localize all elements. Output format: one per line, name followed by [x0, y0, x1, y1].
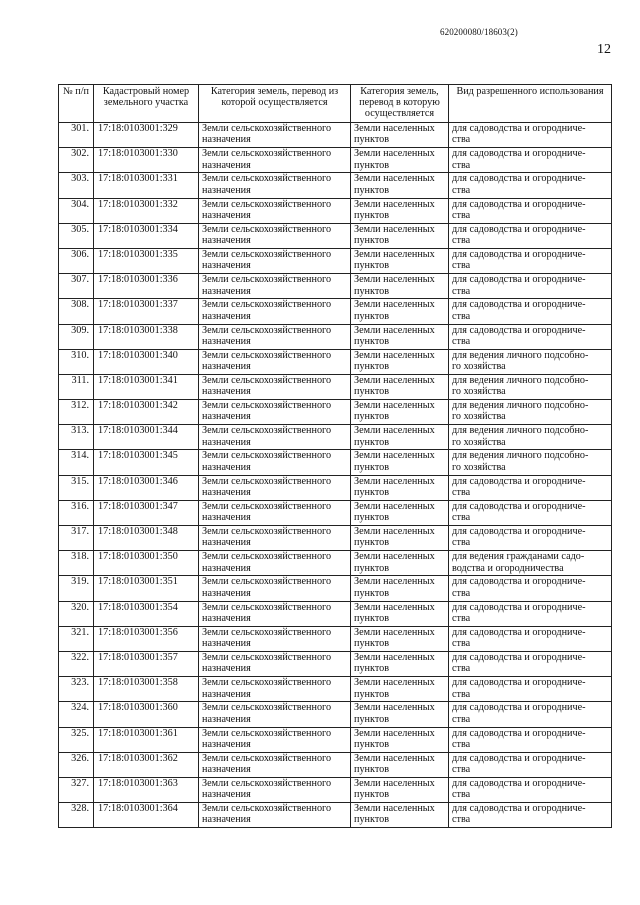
cadastral-number: 17:18:0103001:345 — [94, 450, 199, 475]
category-from: Земли сельскохозяйственного назначения — [199, 299, 351, 324]
cadastral-number: 17:18:0103001:351 — [94, 576, 199, 601]
category-from: Земли сельскохозяйственного назначения — [199, 601, 351, 626]
permitted-use: для садоводства и огородниче- ства — [449, 702, 612, 727]
row-number: 321. — [59, 626, 94, 651]
permitted-use: для садоводства и огородниче- ства — [449, 173, 612, 198]
category-to: Земли населенных пунктов — [351, 626, 449, 651]
category-from: Земли сельскохозяйственного назначения — [199, 374, 351, 399]
permitted-use: для ведения личного подсобно- го хозяйства — [449, 450, 612, 475]
category-to: Земли населенных пунктов — [351, 677, 449, 702]
table-row — [59, 324, 612, 349]
row-number: 313. — [59, 425, 94, 450]
category-from: Земли сельскохозяйственного назначения — [199, 677, 351, 702]
row-number: 308. — [59, 299, 94, 324]
row-number: 309. — [59, 324, 94, 349]
land-parcels-table-wrapper — [58, 84, 611, 828]
row-number: 302. — [59, 148, 94, 173]
category-to: Земли населенных пунктов — [351, 123, 449, 148]
table-row — [59, 248, 612, 273]
category-from: Земли сельскохозяйственного назначения — [199, 148, 351, 173]
permitted-use: для садоводства и огородниче- ства — [449, 626, 612, 651]
col-header-category-to: Категория земель, перевод в которую осуществляется — [351, 85, 449, 123]
permitted-use: для садоводства и огородниче- ства — [449, 500, 612, 525]
cadastral-number: 17:18:0103001:331 — [94, 173, 199, 198]
permitted-use: для садоводства и огородниче- ства — [449, 123, 612, 148]
permitted-use: для садоводства и огородниче- ства — [449, 148, 612, 173]
permitted-use: для садоводства и огородниче- ства — [449, 576, 612, 601]
category-from: Земли сельскохозяйственного назначения — [199, 500, 351, 525]
category-from: Земли сельскохозяйственного назначения — [199, 198, 351, 223]
category-from: Земли сельскохозяйственного назначения — [199, 803, 351, 828]
category-from: Земли сельскохозяйственного назначения — [199, 425, 351, 450]
permitted-use: для ведения личного подсобно- го хозяйства — [449, 400, 612, 425]
permitted-use: для ведения личного подсобно- го хозяйства — [449, 374, 612, 399]
table-row — [59, 349, 612, 374]
permitted-use: для садоводства и огородниче- ства — [449, 777, 612, 802]
cadastral-number: 17:18:0103001:362 — [94, 752, 199, 777]
table-row — [59, 576, 612, 601]
category-to: Земли населенных пунктов — [351, 349, 449, 374]
category-to: Земли населенных пунктов — [351, 777, 449, 802]
permitted-use: для садоводства и огородниче- ства — [449, 677, 612, 702]
permitted-use: для садоводства и огородниче- ства — [449, 299, 612, 324]
cadastral-number: 17:18:0103001:338 — [94, 324, 199, 349]
category-to: Земли населенных пунктов — [351, 324, 449, 349]
permitted-use: для садоводства и огородниче- ства — [449, 526, 612, 551]
row-number: 327. — [59, 777, 94, 802]
table-row — [59, 777, 612, 802]
category-from: Земли сельскохозяйственного назначения — [199, 727, 351, 752]
col-header-number: № п/п — [59, 85, 94, 123]
permitted-use: для садоводства и огородниче- ства — [449, 651, 612, 676]
col-header-cadastral: Кадастровый номер земельного участка — [94, 85, 199, 123]
row-number: 310. — [59, 349, 94, 374]
permitted-use: для ведения личного подсобно- го хозяйства — [449, 349, 612, 374]
permitted-use: для садоводства и огородниче- ства — [449, 803, 612, 828]
cadastral-number: 17:18:0103001:334 — [94, 223, 199, 248]
table-row — [59, 475, 612, 500]
category-to: Земли населенных пунктов — [351, 803, 449, 828]
permitted-use: для садоводства и огородниче- ства — [449, 752, 612, 777]
cadastral-number: 17:18:0103001:363 — [94, 777, 199, 802]
category-to: Земли населенных пунктов — [351, 702, 449, 727]
cadastral-number: 17:18:0103001:364 — [94, 803, 199, 828]
row-number: 319. — [59, 576, 94, 601]
category-to: Земли населенных пунктов — [351, 752, 449, 777]
table-row — [59, 374, 612, 399]
cadastral-number: 17:18:0103001:344 — [94, 425, 199, 450]
permitted-use: для садоводства и огородниче- ства — [449, 274, 612, 299]
table-body — [59, 123, 612, 828]
category-from: Земли сельскохозяйственного назначения — [199, 526, 351, 551]
cadastral-number: 17:18:0103001:360 — [94, 702, 199, 727]
table-row — [59, 626, 612, 651]
table-row — [59, 752, 612, 777]
table-row — [59, 223, 612, 248]
category-to: Земли населенных пунктов — [351, 526, 449, 551]
category-to: Земли населенных пунктов — [351, 727, 449, 752]
table-row — [59, 702, 612, 727]
category-to: Земли населенных пунктов — [351, 173, 449, 198]
category-from: Земли сельскохозяйственного назначения — [199, 324, 351, 349]
row-number: 326. — [59, 752, 94, 777]
row-number: 318. — [59, 551, 94, 576]
table-row — [59, 601, 612, 626]
table-row — [59, 551, 612, 576]
row-number: 301. — [59, 123, 94, 148]
category-from: Земли сельскохозяйственного назначения — [199, 349, 351, 374]
row-number: 325. — [59, 727, 94, 752]
category-to: Земли населенных пунктов — [351, 400, 449, 425]
cadastral-number: 17:18:0103001:340 — [94, 349, 199, 374]
row-number: 306. — [59, 248, 94, 273]
cadastral-number: 17:18:0103001:337 — [94, 299, 199, 324]
table-row — [59, 803, 612, 828]
category-to: Земли населенных пунктов — [351, 551, 449, 576]
cadastral-number: 17:18:0103001:329 — [94, 123, 199, 148]
category-to: Земли населенных пунктов — [351, 576, 449, 601]
table-row — [59, 198, 612, 223]
permitted-use: для садоводства и огородниче- ства — [449, 475, 612, 500]
row-number: 317. — [59, 526, 94, 551]
row-number: 322. — [59, 651, 94, 676]
category-from: Земли сельскохозяйственного назначения — [199, 475, 351, 500]
cadastral-number: 17:18:0103001:332 — [94, 198, 199, 223]
row-number: 311. — [59, 374, 94, 399]
cadastral-number: 17:18:0103001:358 — [94, 677, 199, 702]
cadastral-number: 17:18:0103001:361 — [94, 727, 199, 752]
cadastral-number: 17:18:0103001:346 — [94, 475, 199, 500]
table-row — [59, 123, 612, 148]
table-row — [59, 526, 612, 551]
row-number: 307. — [59, 274, 94, 299]
table-row — [59, 500, 612, 525]
category-to: Земли населенных пунктов — [351, 198, 449, 223]
row-number: 314. — [59, 450, 94, 475]
row-number: 315. — [59, 475, 94, 500]
table-row — [59, 400, 612, 425]
permitted-use: для садоводства и огородниче- ства — [449, 324, 612, 349]
col-header-category-from: Категория земель, перевод из которой осуществляется — [199, 85, 351, 123]
category-from: Земли сельскохозяйственного назначения — [199, 274, 351, 299]
permitted-use: для садоводства и огородниче- ства — [449, 248, 612, 273]
category-from: Земли сельскохозяйственного назначения — [199, 400, 351, 425]
category-to: Земли населенных пунктов — [351, 601, 449, 626]
document-id: 620200080/18603(2) — [440, 27, 518, 37]
row-number: 323. — [59, 677, 94, 702]
permitted-use: для садоводства и огородниче- ства — [449, 727, 612, 752]
cadastral-number: 17:18:0103001:357 — [94, 651, 199, 676]
category-to: Земли населенных пунктов — [351, 651, 449, 676]
category-from: Земли сельскохозяйственного назначения — [199, 777, 351, 802]
row-number: 324. — [59, 702, 94, 727]
category-to: Земли населенных пунктов — [351, 425, 449, 450]
table-row — [59, 425, 612, 450]
permitted-use: для садоводства и огородниче- ства — [449, 601, 612, 626]
cadastral-number: 17:18:0103001:354 — [94, 601, 199, 626]
category-from: Земли сельскохозяйственного назначения — [199, 223, 351, 248]
category-to: Земли населенных пунктов — [351, 223, 449, 248]
row-number: 312. — [59, 400, 94, 425]
permitted-use: для ведения гражданами садо- водства и огородничества — [449, 551, 612, 576]
cadastral-number: 17:18:0103001:347 — [94, 500, 199, 525]
category-to: Земли населенных пунктов — [351, 148, 449, 173]
table-row — [59, 299, 612, 324]
cadastral-number: 17:18:0103001:348 — [94, 526, 199, 551]
category-from: Земли сельскохозяйственного назначения — [199, 752, 351, 777]
table-row — [59, 148, 612, 173]
table-row — [59, 727, 612, 752]
category-to: Земли населенных пунктов — [351, 500, 449, 525]
table-row — [59, 677, 612, 702]
table-row — [59, 173, 612, 198]
category-from: Земли сельскохозяйственного назначения — [199, 702, 351, 727]
table-header-row — [59, 85, 612, 123]
table-row — [59, 450, 612, 475]
cadastral-number: 17:18:0103001:356 — [94, 626, 199, 651]
cadastral-number: 17:18:0103001:330 — [94, 148, 199, 173]
cadastral-number: 17:18:0103001:335 — [94, 248, 199, 273]
cadastral-number: 17:18:0103001:350 — [94, 551, 199, 576]
category-to: Земли населенных пунктов — [351, 450, 449, 475]
category-from: Земли сельскохозяйственного назначения — [199, 576, 351, 601]
category-from: Земли сельскохозяйственного назначения — [199, 651, 351, 676]
category-from: Земли сельскохозяйственного назначения — [199, 123, 351, 148]
category-to: Земли населенных пунктов — [351, 248, 449, 273]
category-to: Земли населенных пунктов — [351, 374, 449, 399]
row-number: 305. — [59, 223, 94, 248]
row-number: 328. — [59, 803, 94, 828]
col-header-permitted-use: Вид разрешенного использования — [449, 85, 612, 123]
permitted-use: для садоводства и огородниче- ства — [449, 198, 612, 223]
category-from: Земли сельскохозяйственного назначения — [199, 551, 351, 576]
row-number: 304. — [59, 198, 94, 223]
cadastral-number: 17:18:0103001:336 — [94, 274, 199, 299]
cadastral-number: 17:18:0103001:341 — [94, 374, 199, 399]
category-from: Земли сельскохозяйственного назначения — [199, 248, 351, 273]
category-from: Земли сельскохозяйственного назначения — [199, 173, 351, 198]
row-number: 303. — [59, 173, 94, 198]
row-number: 316. — [59, 500, 94, 525]
category-to: Земли населенных пунктов — [351, 299, 449, 324]
permitted-use: для ведения личного подсобно- го хозяйства — [449, 425, 612, 450]
category-to: Земли населенных пунктов — [351, 475, 449, 500]
table-row — [59, 651, 612, 676]
category-from: Земли сельскохозяйственного назначения — [199, 450, 351, 475]
cadastral-number: 17:18:0103001:342 — [94, 400, 199, 425]
permitted-use: для садоводства и огородниче- ства — [449, 223, 612, 248]
table-row — [59, 274, 612, 299]
row-number: 320. — [59, 601, 94, 626]
land-parcels-table — [58, 84, 612, 828]
category-from: Земли сельскохозяйственного назначения — [199, 626, 351, 651]
category-to: Земли населенных пунктов — [351, 274, 449, 299]
page-number: 12 — [597, 42, 611, 57]
